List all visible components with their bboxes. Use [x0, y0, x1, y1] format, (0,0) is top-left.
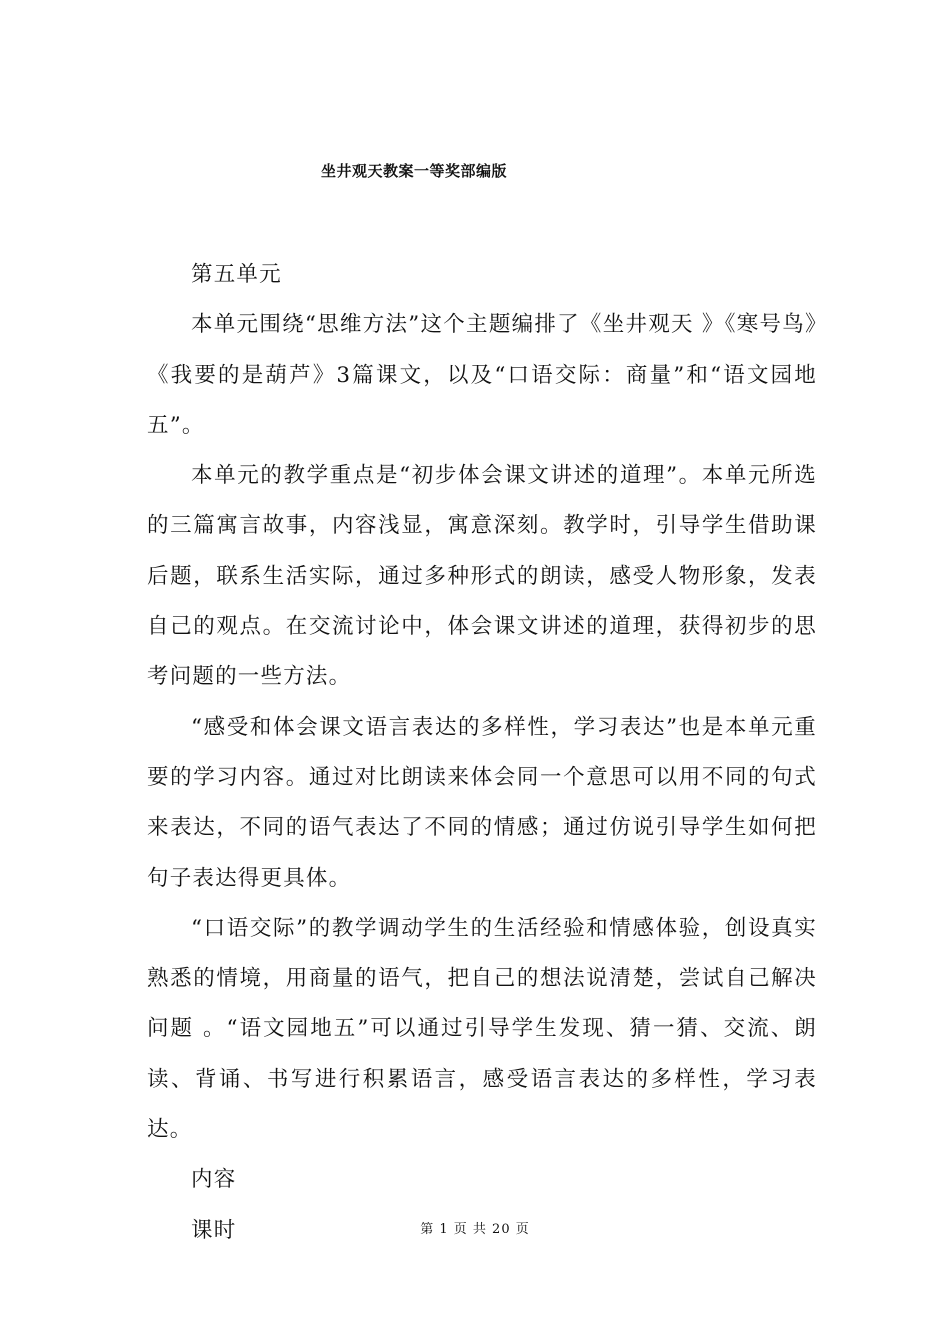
paragraph-expression-learning: “感受和体会课文语言表达的多样性，学习表达”也是本单元重要的学习内容。通过对比朗读来体会同一个意思可以用不同的句式来表达，不同的语气表达了不同的情感；通过仿说引导学生如何把句子表达得更具体。	[147, 714, 817, 891]
document-title: 坐井观天教案一等奖部编版	[321, 162, 508, 180]
paragraph-unit-heading: 第五单元	[191, 262, 282, 287]
paragraph-lesson-label: 课时	[191, 1217, 237, 1243]
paragraph-teaching-focus: 本单元的教学重点是“初步体会课文讲述的道理”。本单元所选的三篇寓言故事，内容浅显，寓意深刻。教学时，引导学生借助课后题，联系生活实际，通过多种形式的朗读，感受人物形象，发表自己的观点。在交流讨论中，体会课文讲述的道理，获得初步的思考问题的一些方法。	[147, 463, 817, 690]
paragraph-oral-communication: “口语交际”的教学调动学生的生活经验和情感体验，创设真实熟悉的情境，用商量的语气，把自己的想法说清楚，尝试自己解决问题 。“语文园地五”可以通过引导学生发现、猜一猜、交流、朗读、背诵、书写进行积累语言，感受语言表达的多样性，学习表达。	[147, 915, 817, 1143]
page-footer: 第 1 页 共 20 页	[420, 1222, 530, 1237]
paragraph-unit-overview: 本单元围绕“思维方法”这个主题编排了《坐井观天 》《寒号鸟》《我要的是葫芦》3篇课文，以及“口语交际：商量”和“语文园地五”。	[147, 312, 817, 438]
document-body	[147, 250, 817, 1256]
paragraph-content-label: 内容	[191, 1167, 237, 1193]
